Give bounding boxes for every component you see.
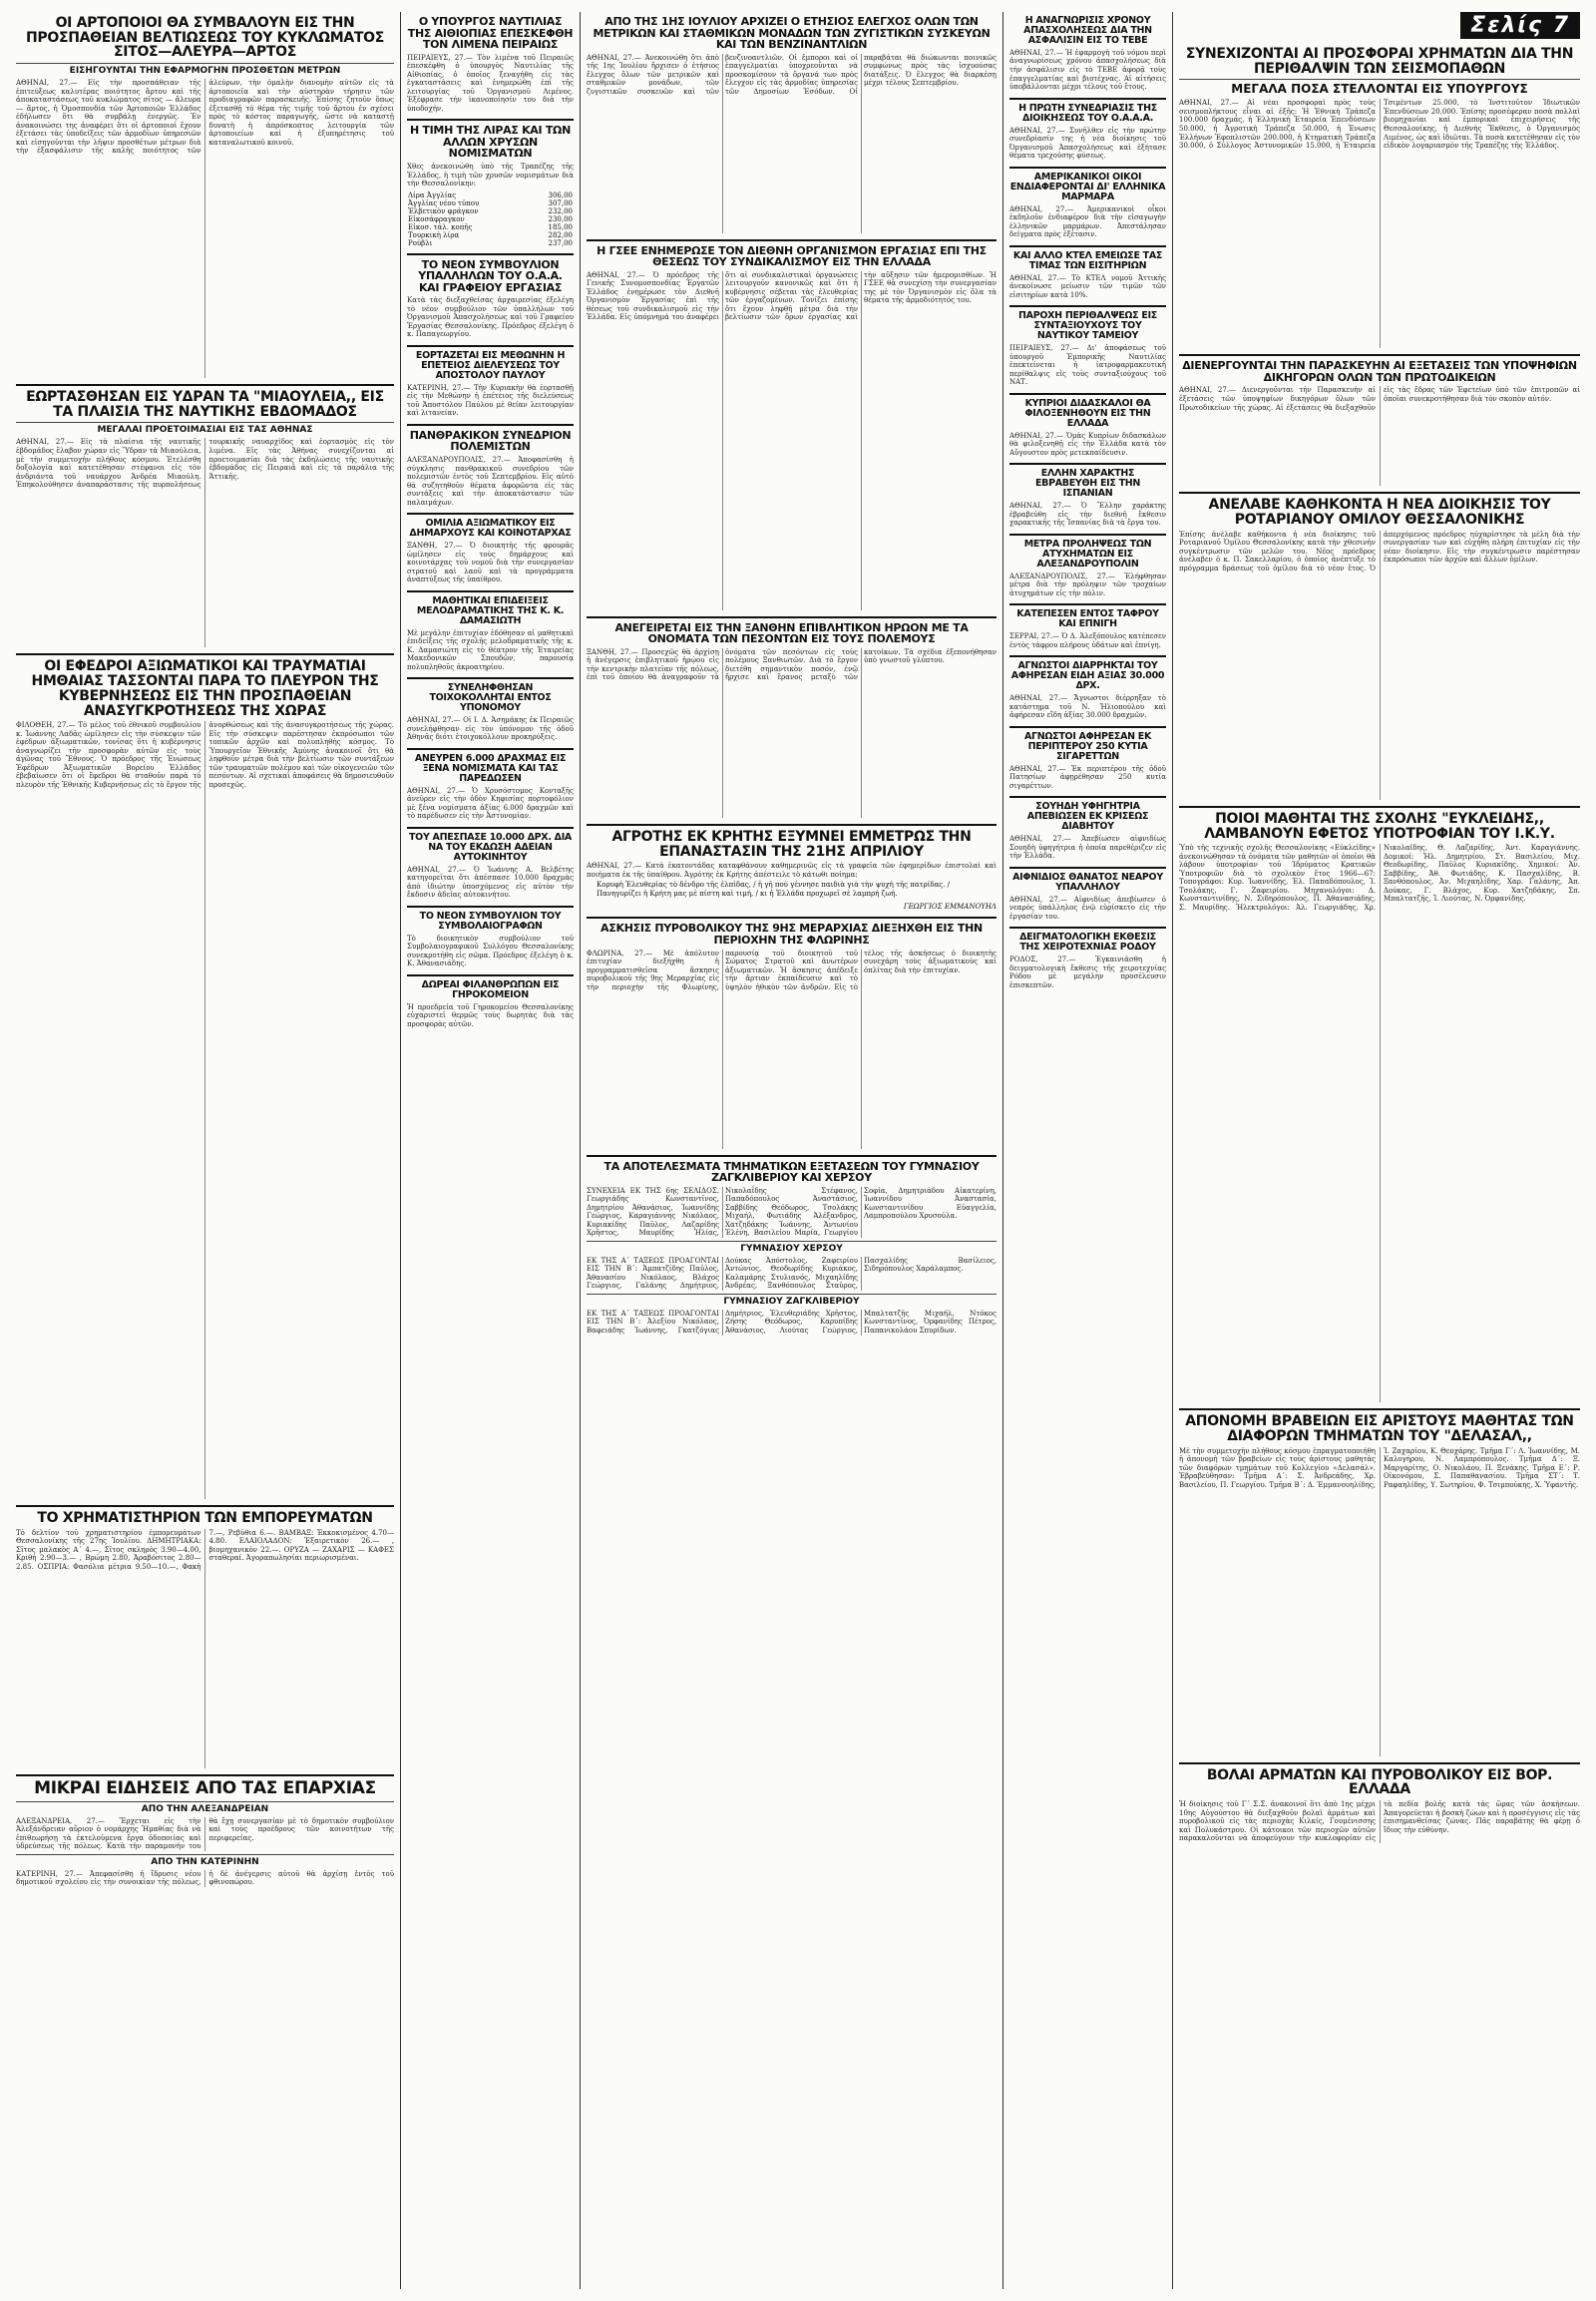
article-text: ΑΛΕΞΑΝΔΡΕΙΑ, 27.— Ἔρχεται εἰς τὴν Ἀλεξάνδρειαν αὔριον ὁ νομάρχης Ἠμαθίας διὰ νὰ ἐπιθεωρήσῃ τὰ ἐκτελούμενα ἔργα ὀδοποιίας καὶ ὑδρεύσεως τῆς πόλεως. Κατὰ τὴν παραμονήν του θὰ ἔχῃ συνεργασίαν μὲ τὸ δημοτικὸν συμβούλιον καὶ τοὺς προέδρους τῶν κοινοτήτων τῆς περιφερείας. bbox=[16, 1816, 394, 1851]
story-rotary bbox=[1179, 494, 1580, 807]
article-text: ΑΘΗΝΑΙ, 27.— Ἐκ περιπτέρου τῆς ὁδοῦ Πατησίων ἀφῃρέθησαν 250 κυτία σιγαρέττων. bbox=[1009, 764, 1166, 790]
article-text: ΦΙΛΟΘΕΗ, 27.— Τὸ μέλος τοῦ ἐθνικοῦ συμβουλίου κ. Ἰωάννης Λαδᾶς ὡμίλησεν εἰς τὴν σύσκεψιν τῶν ἐφέδρων ἀξιωματικῶν, τονίσας ὅτι ἡ κυβέρνησις ἀναγνωρίζει τὴν προσφορὰν αὐτῶν εἰς τοὺς ἀγῶνας τοῦ Ἔθνους. Ὁ πρόεδρος τῆς Ἑνώσεως Ἐφέδρων Ἀξιωματικῶν Βορείου Ἑλλάδος ἐβεβαίωσεν ὅτι οἱ ἔφεδροι θὰ σταθοῦν παρὰ τὸ πλευρὸν τῆς Ἐθνικῆς Κυβερνήσεως εἰς τὸ ἔργον τῆς ἀνορθώσεως καὶ τῆς ἀνασυγκροτήσεως τῆς χώρας. Εἰς τὴν σύσκεψιν παρέστησαν ἐκπρόσωποι τῶν τοπικῶν ἀρχῶν καὶ πολυπληθὴς κόσμος. Τὸ Ὑπουργεῖον Ἐθνικῆς Ἀμύνης ἀνακοινοῖ ὅτι θὰ ληφθοῦν μέτρα διὰ τὴν βελτίωσιν τῶν συντάξεων τῶν τραυματιῶν πολέμου καὶ τῶν οἰκογενειῶν τῶν πεσόντων. Αἱ σχετικαὶ ἀποφάσεις θὰ δημοσιευθοῦν προσεχῶς. bbox=[16, 721, 394, 789]
story-reserve-officers bbox=[16, 655, 394, 1507]
coin-name: Λίρα Ἀγγλίας bbox=[408, 191, 457, 199]
article-text: ΞΑΝΘΗ, 27.— Προσεχῶς θὰ ἀρχίσῃ ἡ ἀνέγερσις ἐπιβλητικοῦ ἡρῴου εἰς τὴν κεντρικὴν πλατεῖαν τῆς πόλεως, ἐπὶ τοῦ ὁποίου θὰ ἀναγραφοῦν τὰ ὀνόματα τῶν πεσόντων εἰς τοὺς πολέμους Ξανθιωτῶν. Διὰ τὸ ἔργον διετέθη σημαντικὸν ποσόν, ἐνῷ ἤρχισε καὶ ἔρανος μεταξὺ τῶν κατοίκων. Τὰ σχέδια ἐξεπονήθησαν ὑπὸ γνωστοῦ γλύπτου. bbox=[587, 647, 997, 682]
article-text: ΑΘΗΝΑΙ, 27.— Ὁ Χρυσόστομος Κονταξῆς ἀνεῦρεν εἰς τὴν ὁδὸν Κηφισίας πορτοφόλιον μὲ ξένα νομίσματα ἀξίας 6.000 δραχμῶν καὶ τὸ παρέδωσεν εἰς τὴν Ἀστυνομίαν. bbox=[407, 786, 574, 821]
story-commodity-exchange bbox=[16, 1507, 394, 1776]
story-oaa-council bbox=[407, 255, 574, 347]
headline: ΜΙΚΡΑΙ ΕΙΔΗΣΕΙΣ ΑΠΟ ΤΑΣ ΕΠΑΡΧΙΑΣ bbox=[34, 1777, 376, 1798]
headline: ΚΑΙ ΑΛΛΟ ΚΤΕΛ ΕΜΕΙΩΣΕ ΤΑΣ ΤΙΜΑΣ ΤΩΝ ΕΙΣΙΤΗΡΙΩΝ bbox=[1012, 249, 1163, 271]
article-text: ΑΘΗΝΑΙ, 27.— Συνῆλθεν εἰς τὴν πρώτην συνεδρίασίν της ἡ νέα διοίκησις τοῦ Ὀργανισμοῦ Ἀπασχολήσεως καὶ ἐξήτασε θέματα τρεχούσης φύσεως. bbox=[1009, 126, 1166, 161]
article-text: ΑΘΗΝΑΙ, 27.— Ἀμερικανικοὶ οἶκοι ἐκδηλοῦν ἐνδιαφέρον διὰ τὴν εἰσαγωγὴν ἑλληνικῶν μαρμάρων. Ἀπεστάλησαν δείγματα πρὸς ἐξέτασιν. bbox=[1009, 204, 1166, 239]
article-text: ΡΟΔΟΣ, 27.— Ἐγκαινιάσθη ἡ δειγματολογικὴ ἔκθεσις τῆς χειροτεχνίας Ρόδου μὲ μεγάλην προσέλευσιν ἐπισκεπτῶν. bbox=[1009, 956, 1166, 989]
subheadline: ΑΠΟ ΤΗΝ ΑΛΕΞΑΝΔΡΕΙΑΝ bbox=[16, 1801, 394, 1814]
headline: ΑΝΕΓΕΙΡΕΤΑΙ ΕΙΣ ΤΗΝ ΞΑΝΘΗΝ ΕΠΙΒΛΗΤΙΚΟΝ ΗΡΩΟΝ ΜΕ ΤΑ ΟΝΟΜΑΤΑ ΤΩΝ ΠΕΣΟΝΤΩΝ ΕΙΣ ΤΟΥΣ ΠΟΛΕΜΟΥΣ bbox=[614, 620, 969, 646]
article-text: ΦΛΩΡΙΝΑ, 27.— Μὲ ἀπόλυτον ἐπιτυχίαν διεξήχθη ἡ προγραμματισθεῖσα ἄσκησις πυροβολικοῦ τῆς 9ης Μεραρχίας εἰς τὴν περιοχὴν τῆς Φλωρίνης, παρουσίᾳ τοῦ διοικητοῦ τοῦ Σώματος Στρατοῦ καὶ ἀνωτέρων ἀξιωματικῶν. Ἡ ἄσκησις ἀπέδειξε τὴν ἄρτιαν ἐκπαίδευσιν καὶ τὸ ὑψηλὸν ἠθικὸν τῶν ἀνδρῶν. Εἰς τὸ τέλος τῆς ἀσκήσεως ὁ διοικητὴς συνεχάρη τοὺς ἀξιωματικοὺς καὶ ὁπλίτας διὰ τὴν ἐπιτυχίαν. bbox=[587, 949, 997, 991]
gold-price-table bbox=[407, 192, 574, 247]
subheadline: ΕΙΣΗΓΟΥΝΤΑΙ ΤΗΝ ΕΦΑΡΜΟΓΗΝ ΠΡΟΣΘΕΤΩΝ ΜΕΤΡΩΝ bbox=[16, 63, 394, 76]
story-donations bbox=[407, 976, 574, 1035]
coin-value: 282,00 bbox=[548, 230, 573, 239]
poem-text: Κορυφὴ Ἐλευθερίας τὸ δένδρο τῆς ἐλπίδας, / ἡ γῆ πού γέννησε παιδιὰ γιὰ τὴν ψυχὴ τῆς πατρίδας. / Πανηγυρίζει ἡ Κρήτη μας μὲ πίστη καὶ τιμή, / κι ἡ Ἑλλάδα προχωρεῖ σὲ λαμπρή ζωή. bbox=[597, 881, 951, 899]
article-text: ΑΘΗΝΑΙ, 27.— Ὁμὰς Κυπρίων διδασκάλων θὰ φιλοξενηθῇ εἰς τὴν Ἑλλάδα κατὰ τὸν Αὔγουστον πρὸς μετεκπαίδευσιν. bbox=[1009, 431, 1166, 457]
story-cigarettes bbox=[1009, 728, 1166, 799]
headline: ΣΟΥΗΔΗ ΥΦΗΓΗΤΡΙΑ ΑΠΕΒΙΩΣΕΝ ΕΚ ΚΡΙΣΕΩΣ ΔΙΑΒΗΤΟΥ bbox=[1026, 801, 1149, 833]
coin-row bbox=[407, 215, 574, 223]
story-gold-prices bbox=[407, 121, 574, 254]
headline: ΑΠΟ ΤΗΣ 1ΗΣ ΙΟΥΛΙΟΥ ΑΡΧΙΖΕΙ Ο ΕΤΗΣΙΟΣ ΕΛΕΓΧΟΣ ΟΛΩΝ ΤΩΝ ΜΕΤΡΙΚΩΝ ΚΑΙ ΣΤΑΘΜΙΚΩΝ ΜΟΝΑΔΩΝ ΤΩΝ ΖΥΓΙΣΤΙΚΩΝ ΣΥΣΚΕΥΩΝ ΚΑΙ ΤΩΝ ΒΕΝΖΙΝΑΝΤΛΙΩΝ bbox=[593, 15, 991, 52]
story-miaouleia bbox=[16, 386, 394, 655]
headline: Ο ΥΠΟΥΡΓΟΣ ΝΑΥΤΙΛΙΑΣ ΤΗΣ ΑΙΘΙΟΠΙΑΣ ΕΠΕΣΚΕΦΘΗ ΤΟΝ ΛΙΜΕΝΑ ΠΕΙΡΑΙΩΣ bbox=[407, 15, 574, 52]
article-text: ΕΚ ΤΗΣ Α΄ ΤΑΞΕΩΣ ΠΡΟΑΓΟΝΤΑΙ ΕΙΣ ΤΗΝ Β΄: Ἀλεξίου Νικόλαος, Βαφειάδης Ἰωάννης, Γκατζόγιας Δημήτριος, Ἐλευθεριάδης Χρῆστος, Ζήσης Θεόδωρος, Καρυπίδης Ἀθανάσιος, Λιούτας Γεώργιος, Μπαλτατζῆς Μιχαήλ, Ντόκος Κωνσταντῖνος, Ὀρφανίδης Πέτρος, Παπανικολάου Σπυρίδων. bbox=[587, 1309, 997, 1336]
headline: ΚΑΤΕΠΕΣΕΝ ΕΝΤΟΣ ΤΑΦΡΟΥ ΚΑΙ ΕΠΝΙΓΗ bbox=[1016, 608, 1159, 630]
page-number: Σελίς 7 bbox=[1460, 12, 1580, 39]
headline: ΣΥΝΕΛΗΦΘΗΣΑΝ ΤΟΙΧΟΚΟΛΛΗΤΑΙ ΕΝΤΟΣ ΥΠΟΝΟΜΟΥ bbox=[429, 682, 552, 714]
story-earthquake-donations bbox=[1179, 43, 1580, 356]
headline: ΠΑΡΟΧΗ ΠΕΡΙΘΑΛΨΕΩΣ ΕΙΣ ΣΥΝΤΑΞΙΟΥΧΟΥΣ ΤΟΥ ΝΑΥΤΙΚΟΥ ΤΑΜΕΙΟΥ bbox=[1018, 310, 1157, 342]
story-cypriot-teachers bbox=[1009, 395, 1166, 466]
article-text: Ἡ προεδρεία τοῦ Γηροκομείου Θεσσαλονίκης εὐχαριστεῖ θερμῶς τοὺς δωρητὰς διὰ τὰς προσφορὰς αὐτῶν. bbox=[407, 1002, 574, 1028]
headline: ΠΑΝΘΡΑΚΙΚΟΝ ΣΥΝΕΔΡΙΟΝ ΠΟΛΕΜΙΣΤΩΝ bbox=[409, 428, 572, 454]
story-notaries bbox=[407, 908, 574, 976]
headline: Η ΓΣΕΕ ΕΝΗΜΕΡΩΣΕ ΤΟΝ ΔΙΕΘΝΗ ΟΡΓΑΝΙΣΜΟΝ ΕΡΓΑΣΙΑΣ ΕΠΙ ΤΗΣ ΘΕΣΕΩΣ ΤΟΥ ΣΥΝΔΙΚΑΛΙΣΜΟΥ ΕΙΣ ΤΗΝ ΕΛΛΑΔΑ bbox=[597, 243, 987, 269]
coin-value: 185,00 bbox=[548, 222, 573, 231]
headline: ΟΜΙΛΙΑ ΑΞΙΩΜΑΤΙΚΟΥ ΕΙΣ ΔΗΜΑΡΧΟΥΣ ΚΑΙ ΚΟΙΝΟΤΑΡΧΑΣ bbox=[409, 518, 572, 540]
story-thracian-congress bbox=[407, 426, 574, 515]
coin-value: 306,00 bbox=[548, 191, 573, 199]
column-5 bbox=[1173, 12, 1586, 2289]
headline: ΑΓΡΟΤΗΣ ΕΚ ΚΡΗΤΗΣ ΕΞΥΜΝΕΙ ΕΜΜΕΤΡΩΣ ΤΗΝ ΕΠΑΝΑΣΤΑΣΙΝ ΤΗΣ 21ΗΣ ΑΠΡΙΛΙΟΥ bbox=[611, 828, 972, 860]
story-exam-results bbox=[587, 1157, 997, 1342]
article-text: ΑΘΗΝΑΙ, 27.— Ἀνεκοινώθη ὅτι ἀπὸ τῆς 1ης Ἰουλίου ἤρχισεν ὁ ἐτήσιος ἔλεγχος ὅλων τῶν μετρικῶν καὶ σταθμικῶν μονάδων, τῶν ζυγιστικῶν συσκευῶν καὶ τῶν βενζινοαντλιῶν. Οἱ ἔμποροι καὶ οἱ ἐπαγγελματίαι ὑποχρεοῦνται νὰ προσκομίσουν τὰ ὄργανά των πρὸς ἔλεγχον εἰς τὰς ἁρμοδίας ὑπηρεσίας τῶν Δημοσίων Ἐσόδων. Οἱ παραβάται θὰ διώκωνται ποινικῶς συμφώνως πρὸς τὰς ἰσχυούσας διατάξεις. Ὁ ἔλεγχος θὰ διαρκέσῃ μέχρι τέλους Σεπτεμβρίου. bbox=[587, 53, 997, 96]
article-text: ΑΘΗΝΑΙ, 27.— Αἰφνιδίως ἀπεβίωσεν ὁ νεαρὸς ὑπάλληλος ἐνῷ εὑρίσκετο εἰς τὴν ἐργασίαν του. bbox=[1009, 895, 1166, 921]
column-3 bbox=[581, 12, 1003, 2289]
headline: ΒΟΛΑΙ ΑΡΜΑΤΩΝ ΚΑΙ ΠΥΡΟΒΟΛΙΚΟΥ ΕΙΣ ΒΟΡ. ΕΛΛΑΔΑ bbox=[1206, 1766, 1553, 1798]
article-text: ΑΘΗΝΑΙ, 27.— Ἀπεβίωσεν αἰφνιδίως Σουηδὴ ὑφηγήτρια ἡ ὁποία παρεθέριζεν εἰς τὴν Ἑλλάδα. bbox=[1009, 835, 1166, 861]
coin-name: Ρούβλι bbox=[408, 238, 433, 247]
coin-name: Ἑλβετικὸν φράγκον bbox=[408, 206, 479, 215]
headline: ΤΟΥ ΑΠΕΣΠΑΣΕ 10.000 ΔΡΧ. ΔΙΑ ΝΑ ΤΟΥ ΕΚΔΩΣΗ ΑΔΕΙΑΝ ΑΥΤΟΚΙΝΗΤΟΥ bbox=[409, 831, 572, 863]
headline: ΔΕΙΓΜΑΤΟΛΟΓΙΚΗ ΕΚΘΕΣΙΣ ΤΗΣ ΧΕΙΡΟΤΕΧΝΙΑΣ ΡΟΔΟΥ bbox=[1019, 932, 1156, 954]
article-text: ΑΘΗΝΑΙ, 27.— Ὁ Ἕλλην χαράκτης ἐβραβεύθη εἰς τὴν διεθνῆ ἔκθεσιν χαρακτικῆς τῆς Ἰσπανίας διὰ τὰ ἔργα του. bbox=[1009, 502, 1166, 528]
coin-name: Τουρκικὴ λίρα bbox=[408, 230, 460, 239]
column-2 bbox=[401, 12, 581, 2289]
story-tebe bbox=[1009, 12, 1166, 100]
headline: ΑΓΝΩΣΤΟΙ ΑΦΗΡΕΣΑΝ ΕΚ ΠΕΡΙΠΤΕΡΟΥ 250 ΚΥΤΙΑ ΣΙΓΑΡΕΤΤΩΝ bbox=[1023, 730, 1152, 762]
headline: ΑΓΝΩΣΤΟΙ ΔΙΑΡΡΗΚΤΑΙ ΤΟΥ ΑΦΗΡΕΣΑΝ ΕΙΔΗ ΑΞΙΑΣ 30.000 ΔΡΧ. bbox=[1010, 660, 1165, 692]
coin-row bbox=[407, 239, 574, 247]
headline: ΣΥΝΕΧΙΖΟΝΤΑΙ ΑΙ ΠΡΟΣΦΟΡΑΙ ΧΡΗΜΑΤΩΝ ΔΙΑ ΤΗΝ ΠΕΡΙΘΑΛΨΙΝ ΤΩΝ ΣΕΙΣΜΟΠΑΘΩΝ bbox=[1185, 46, 1574, 77]
coin-name: Εἰκοσ. τάλ. κοπῆς bbox=[408, 222, 473, 231]
headline: ΚΥΠΡΙΟΙ ΔΙΔΑΣΚΑΛΟΙ ΘΑ ΦΙΛΟΞΕΝΗΘΟΥΝ ΕΙΣ ΤΗΝ ΕΛΛΑΔΑ bbox=[1024, 397, 1151, 429]
article-text: ΠΕΙΡΑΙΕΥΣ, 27.— Δι' ἀποφάσεως τοῦ ὑπουργοῦ Ἐμπορικῆς Ναυτιλίας ἐπεκτείνεται ἡ ἰατροφαρμακευτικὴ περίθαλψις εἰς τοὺς συνταξιούχους τοῦ ΝΑΤ. bbox=[1009, 344, 1166, 387]
story-burglary bbox=[1009, 657, 1166, 728]
headline: ΤΟ ΝΕΟΝ ΣΥΜΒΟΥΛΙΟΝ ΥΠΑΛΛΗΛΩΝ ΤΟΥ Ο.Α.Α. ΚΑΙ ΓΡΑΦΕΙΟΥ ΕΡΓΑΣΙΑΣ bbox=[418, 257, 563, 294]
story-lawyer-exams bbox=[1179, 356, 1580, 494]
coin-row bbox=[407, 223, 574, 231]
subheadline: ΑΠΟ ΤΗΝ ΚΑΤΕΡΙΝΗΝ bbox=[16, 1854, 394, 1867]
article-text: ΑΘΗΝΑΙ, 27.— Ἡ ἐφαρμογὴ τοῦ νόμου περὶ ἀναγνωρίσεως χρόνου ἀπασχολήσεως διὰ τὴν ἀσφάλισιν εἰς τὸ ΤΕΒΕ ἀφορᾷ τοὺς ἐπαγγελματίας καὶ βιοτέχνας. Αἱ αἰτήσεις ὑποβάλλονται μέχρι τέλους τοῦ ἔτους. bbox=[1009, 48, 1166, 92]
coin-row bbox=[407, 192, 574, 199]
article-text: ΚΑΤΕΡΙΝΗ, 27.— Ἀπεφασίσθη ἡ ἵδρυσις νέου δημοτικοῦ σχολείου εἰς τὴν συνοικίαν τῆς πόλεως, ἡ δὲ ἀνέγερσις αὐτοῦ θὰ ἀρχίσῃ ἐντὸς τοῦ φθινοπώρου. bbox=[16, 1869, 394, 1887]
subheadline: ΜΕΓΑΛΑΙ ΠΡΟΕΤΟΙΜΑΣΙΑΙ ΕΙΣ ΤΑΣ ΑΘΗΝΑΣ bbox=[16, 422, 394, 435]
article-text: ΣΥΝΕΧΕΙΑ ΕΚ ΤΗΣ 6ης ΣΕΛΙΔΟΣ. Γεωργιάδης Κωνσταντῖνος, Δημητρίου Ἀθανάσιος, Ἰωαννίδης Γεώργιος, Καραγιάννης Νικόλαος, Κυριακίδης Παῦλος, Λαζαρίδης Χρῆστος, Μαυρίδης Ἠλίας, Νικολαΐδης Στέφανος, Παπαδόπουλος Ἀναστάσιος, Σαββίδης Θεόδωρος, Τσολάκης Μιχαήλ, Φωτιάδης Ἀλέξανδρος, Χατζηδάκης Ἰωάννης, Ἀντωνίου Ἑλένη, Βασιλείου Μαρία, Γεωργίου Σοφία, Δημητριάδου Αἰκατερίνη, Ἰωαννίδου Ἀναστασία, Κωνσταντινίδου Εὐαγγελία, Λαμπροπούλου Χρυσούλα. bbox=[587, 1186, 997, 1238]
headline: ΟΙ ΑΡΤΟΠΟΙΟΙ ΘΑ ΣΥΜΒΑΛΟΥΝ ΕΙΣ ΤΗΝ ΠΡΟΣΠΑΘΕΙΑΝ ΒΕΛΤΙΩΣΕΩΣ ΤΟΥ ΚΥΚΛΩΜΑΤΟΣ ΣΙΤΟΣ—ΑΛΕΥΡΑ—ΑΡΤΟΣ bbox=[25, 15, 384, 61]
story-provinces bbox=[16, 1776, 394, 1893]
article-text: ΑΛΕΞΑΝΔΡΟΥΠΟΛΙΣ, 27.— Ἐλήφθησαν μέτρα διὰ τὴν πρόληψιν τῶν τροχαίων ἀτυχημάτων εἰς τὴν πόλιν. bbox=[1009, 572, 1166, 597]
headline: ΑΙΦΝΙΔΙΟΣ ΘΑΝΑΤΟΣ ΝΕΑΡΟΥ ΥΠΑΛΛΗΛΟΥ bbox=[1012, 871, 1163, 893]
coin-value: 230,00 bbox=[548, 214, 573, 223]
coin-name: Ἀγγλίας νέου τύπου bbox=[408, 198, 480, 207]
page-header bbox=[1179, 12, 1580, 39]
headline: ΑΣΚΗΣΙΣ ΠΥΡΟΒΟΛΙΚΟΥ ΤΗΣ 9ΗΣ ΜΕΡΑΡΧΙΑΣ ΔΙΕΞΗΧΘΗ ΕΙΣ ΤΗΝ ΠΕΡΙΟΧΗΝ ΤΗΣ ΦΛΩΡΙΝΗΣ bbox=[600, 922, 983, 947]
headline: ΕΩΡΤΑΣΘΗΣΑΝ ΕΙΣ ΥΔΡΑΝ ΤΑ "ΜΙΑΟΥΛΕΙΑ,, ΕΙΣ ΤΑ ΠΛΑΙΣΙΑ ΤΗΣ ΝΑΥΤΙΚΗΣ ΕΒΔΟΜΑΔΟΣ bbox=[26, 389, 384, 420]
headline: ΔΩΡΕΑΙ ΦΙΛΑΝΘΡΩΠΩΝ ΕΙΣ ΓΗΡΟΚΟΜΕΙΟΝ bbox=[421, 978, 560, 1000]
story-accident-prevention bbox=[1009, 536, 1166, 606]
story-found-money bbox=[407, 750, 574, 829]
article-text: ΞΑΝΘΗ, 27.— Ὁ διοικητὴς τῆς φρουρᾶς ὡμίλησεν εἰς τοὺς δημάρχους καὶ κοινοτάρχας τοῦ νομοῦ διὰ τὴν συνεργασίαν στρατοῦ καὶ λαοῦ καὶ τὰ προγράμματα ἀναπτύξεως τῆς ὑπαίθρου. bbox=[407, 542, 574, 584]
story-metrics-inspection bbox=[587, 12, 997, 241]
headline: Η ΤΙΜΗ ΤΗΣ ΛΙΡΑΣ ΚΑΙ ΤΩΝ ΑΛΛΩΝ ΧΡΥΣΩΝ ΝΟΜΙΣΜΑΤΩΝ bbox=[409, 124, 571, 161]
headline: ΑΠΟΝΟΜΗ ΒΡΑΒΕΙΩΝ ΕΙΣ ΑΡΙΣΤΟΥΣ ΜΑΘΗΤΑΣ ΤΩΝ ΔΙΑΦΟΡΩΝ ΤΜΗΜΑΤΩΝ ΤΟΥ "ΔΕΛΑΣΑΛ,, bbox=[1185, 1413, 1574, 1444]
headline: ΤΟ ΧΡΗΜΑΤΙΣΤΗΡΙΟΝ ΤΩΝ ΕΜΠΟΡΕΥΜΑΤΩΝ bbox=[37, 1510, 373, 1527]
article-text: ΚΑΤΕΡΙΝΗ, 27.— Τὴν Κυριακὴν θὰ ἑορτασθῇ εἰς τὴν Μεθώνην ἡ ἐπέτειος τῆς διελεύσεως τοῦ Ἀποστόλου Παύλου μὲ θείαν λειτουργίαν καὶ λιτανείαν. bbox=[407, 383, 574, 418]
headline: ΤΑ ΑΠΟΤΕΛΕΣΜΑΤΑ ΤΜΗΜΑΤΙΚΩΝ ΕΞΕΤΑΣΕΩΝ ΤΟΥ ΓΥΜΝΑΣΙΟΥ ΖΑΓΚΛΙΒΕΡΙΟΥ ΚΑΙ ΧΕΡΣΟΥ bbox=[603, 1159, 980, 1185]
story-gsee bbox=[587, 241, 997, 618]
headline: ΜΕΤΡΑ ΠΡΟΛΗΨΕΩΣ ΤΩΝ ΑΤΥΧΗΜΑΤΩΝ ΕΙΣ ΑΛΕΞΑΝΔΡΟΥΠΟΛΙΝ bbox=[1023, 538, 1152, 570]
story-oaaa-meeting bbox=[1009, 100, 1166, 169]
story-swedish-lecturer bbox=[1009, 798, 1166, 869]
coin-value: 307,00 bbox=[548, 198, 573, 207]
story-car-license bbox=[407, 829, 574, 908]
story-officer-speech bbox=[407, 515, 574, 592]
story-crete-poem bbox=[587, 826, 997, 920]
headline: ΑΜΕΡΙΚΑΝΙΚΟΙ ΟΙΚΟΙ ΕΝΔΙΑΦΕΡΟΝΤΑΙ ΔΙ' ΕΛΛΗΝΙΚΑ ΜΑΡΜΑΡΑ bbox=[1009, 171, 1166, 202]
article-text: ΑΛΕΞΑΝΔΡΟΥΠΟΛΙΣ, 27.— Ἀποφασίσθη ἡ σύγκλησις πανθρακικοῦ συνεδρίου τῶν πολεμιστῶν ἐντὸς τοῦ Σεπτεμβρίου. Εἰς αὐτὸ θὰ συζητηθοῦν θέματα ἀφορῶντα εἰς τὰς συντάξεις καὶ τὴν ἀποκατάστασιν τῶν παλαιμάχων. bbox=[407, 456, 574, 507]
headline: ΔΙΕΝΕΡΓΟΥΝΤΑΙ ΤΗΝ ΠΑΡΑΣΚΕΥΗΝ ΑΙ ΕΞΕΤΑΣΕΙΣ ΤΩΝ ΥΠΟΨΗΦΙΩΝ ΔΙΚΗΓΟΡΩΝ ΟΛΩΝ ΤΩΝ ΠΡΩΤΟΔΙΚΕΙΩΝ bbox=[1182, 359, 1577, 384]
story-rhodes-crafts bbox=[1009, 929, 1166, 995]
article-text: ΑΘΗΝΑΙ, 27.— Ὁ πρόεδρος τῆς Γενικῆς Συνομοσπονδίας Ἐργατῶν Ἑλλάδος ἐνημέρωσε τὸν Διεθνῆ Ὀργανισμὸν Ἐργασίας ἐπὶ τῆς θέσεως τοῦ συνδικαλισμοῦ εἰς τὴν Ἑλλάδα. Εἰς ὑπόμνημά του ἀναφέρει ὅτι αἱ συνδικαλιστικαὶ ὀργανώσεις λειτουργοῦν κανονικῶς καὶ ὅτι ἡ κυβέρνησις σέβεται τὰς ἐλευθερίας τῶν ἐργαζομένων. Τονίζει ἐπίσης ὅτι ἔχουν ληφθῆ μέτρα διὰ τὴν βελτίωσιν τῶν ὅρων ἐργασίας καὶ τὴν αὔξησιν τῶν ἡμερομισθίων. Ἡ ΓΣΕΕ θὰ συνεχίσῃ τὴν συνεργασίαν της μὲ τὸν Ὀργανισμὸν εἰς ὅλα τὰ θέματα τῆς ἁρμοδιότητός του. bbox=[587, 270, 997, 322]
headline: Η ΑΝΑΓΝΩΡΙΣΙΣ ΧΡΟΝΟΥ ΑΠΑΣΧΟΛΗΣΕΩΣ ΔΙΑ ΤΗΝ ΑΣΦΑΛΙΣΙΝ ΕΙΣ ΤΟ ΤΕΒΕ bbox=[1023, 15, 1152, 46]
story-poster-arrest bbox=[407, 679, 574, 750]
headline: ΠΟΙΟΙ ΜΑΘΗΤΑΙ ΤΗΣ ΣΧΟΛΗΣ "ΕΥΚΛΕΙΔΗΣ,, ΛΑΜΒΑΝΟΥΝ ΕΦΕΤΟΣ ΥΠΟΤΡΟΦΙΑΝ ΤΟΥ Ι.Κ.Υ. bbox=[1204, 810, 1555, 842]
story-bakers bbox=[16, 12, 394, 386]
subheadline: ΓΥΜΝΑΣΙΟΥ ΧΕΡΣΟΥ bbox=[587, 1241, 997, 1254]
article-text: ΑΘΗΝΑΙ, 27.— Αἱ νέαι προσφοραὶ πρὸς τοὺς σεισμοπλήκτους εἶναι αἱ ἑξῆς: Ἡ Ἐθνικὴ Τράπεζα 100.000 δραχμάς, ἡ Ἑλληνικὴ Ἑταιρεία Ἐπενδύσεων 50.000, ἡ Ἀγροτικὴ Τράπεζα 50.000, ἡ Ἑνωσις Ἑλλήνων Ἐφοπλιστῶν 200.000, ἡ Κτηματικὴ Τράπεζα 30.000, ὁ Σύλλογος Ἀστυνομικῶν 15.000, ἡ Ἑταιρεία Τσιμέντων 25.000, τὸ Ἰνστιτοῦτον Ἰδιωτικῶν Ἐπενδύσεων 20.000. Ἐπίσης προσέφεραν ποσὰ πολλαὶ βιομηχανίαι καὶ ἐμπορικαὶ ἑπιχειρήσεις τῆς Θεσσαλονίκης, ἡ Διεθνὴς Ἔκθεσις, ὁ Ὀργανισμὸς Λιμένος, ὡς καὶ ἰδιῶται. Τὰ ποσὰ κατετέθησαν εἰς τὸν εἰδικὸν λογαριασμὸν τῆς Τραπέζης τῆς Ἑλλάδος. bbox=[1179, 99, 1580, 151]
article-text: Ἐπίσης ἀνέλαβε καθήκοντα ἡ νέα διοίκησις τοῦ Ροταριανοῦ Ὁμίλου Θεσσαλονίκης κατὰ τὴν χθεσινὴν συγκέντρωσιν τῶν μελῶν του. Νέος πρόεδρος ἀνέλαβεν ὁ κ. Π. Σακελλαρίου, ὁ ὁποῖος ἀνέπτυξε τὸ πρόγραμμα δράσεως τοῦ ὁμίλου διὰ τὸ νέον ἔτος. Ὁ ἀπερχόμενος πρόεδρος ηὐχαρίστησε τὰ μέλη διὰ τὴν συνεργασίαν των καὶ εὐχήθη πλήρη ἐπιτυχίαν εἰς τὴν νέαν διοίκησιν. Εἰς τὴν συγκέντρωσιν παρέστησαν ἐκπρόσωποι τῶν ἀρχῶν καὶ ἄλλων ὁμίλων. bbox=[1179, 530, 1580, 573]
coin-name: Εἰκοσάφραγκον bbox=[408, 214, 465, 223]
article-text: ΑΘΗΝΑΙ, 27.— Ὁ Ἰωάννης Α. Βελβέτης κατηγορεῖται ὅτι ἀπέσπασε 10.000 δραχμὰς ἀπὸ ἰδιώτην ὑποσχόμενος εἰς αὐτὸν τὴν ἔκδοσιν ἀδείας αὐτοκινήτου. bbox=[407, 865, 574, 900]
article-text: ΕΚ ΤΗΣ Α΄ ΤΑΞΕΩΣ ΠΡΟΑΓΟΝΤΑΙ ΕΙΣ ΤΗΝ Β΄: Ἀμπατζίδης Παῦλος, Ἀθανασίου Νικόλαος, Βλάχος Γεώργιος, Γαλάνης Δημήτριος, Δούκας Ἀπόστολος, Ζαφειρίου Ἀντώνιος, Θεοδωρίδης Κυριάκος, Καλαμάρης Στυλιανός, Μιχαηλίδης Ἀνδρέας, Ξανθόπουλος Σταῦρος, Πασχαλίδης Βασίλειος, Σιδηρόπουλος Χαράλαμπος. bbox=[587, 1256, 997, 1291]
subheadline: ΜΕΓΑΛΑ ΠΟΣΑ ΣΤΕΛΛΟΝΤΑΙ ΕΙΣ ΥΠΟΥΡΓΟΥΣ bbox=[1179, 79, 1580, 96]
story-melodrama bbox=[407, 592, 574, 680]
coin-row bbox=[407, 207, 574, 215]
article-text: ΑΘΗΝΑΙ, 27.— Εἰς τὴν προσπάθειαν τῆς ἐπιτεύξεως καλυτέρας ποιότητος ἄρτου καὶ τῆς ἀποκαταστάσεως τοῦ κυκλώματος σῖτος — ἄλευρα — ἄρτος, ἡ Ὁμοσπονδία τῶν Ἀρτοποιῶν Ἑλλάδος ἐδήλωσεν ὅτι θὰ συμβάλῃ ἐνεργῶς. Ἐν ἀνακοινώσει της ἀναφέρει ὅτι οἱ ἀρτοποιοὶ ἔχουν ἐξετάσει τὰς ὑποδείξεις τῶν ἁρμοδίων ὑπηρεσιῶν καὶ εἰσηγοῦνται τὴν λῆψιν προσθέτων μέτρων διὰ τὴν ἐξασφάλισιν τῆς καλῆς ποιότητος τῶν ἀλεύρων, τὴν ὁμαλὴν διανομὴν αὐτῶν εἰς τὰ ἀρτοποιεῖα καὶ τὴν αὐστηρὰν τήρησιν τῶν προδιαγραφῶν παρασκευῆς. Ἐπίσης ζητοῦν ὅπως ἐξετασθῇ τὸ θέμα τῆς τιμῆς τοῦ ἄρτου ἐν σχέσει πρὸς τὸ κόστος παραγωγῆς, ὥστε νὰ καταστῇ δυνατὴ ἡ ἀπρόσκοπτος λειτουργία τῶν ἀρτοποιείων καὶ ἡ ἐξυπηρέτησις τοῦ καταναλωτικοῦ κοινοῦ. bbox=[16, 79, 394, 156]
article-text: Μὲ μεγάλην ἐπιτυχίαν ἐδόθησαν αἱ μαθητικαὶ ἐπιδείξεις τῆς σχολῆς μελοδραματικῆς τῆς κ. Κ. Δαμασιώτη εἰς τὸ θέατρον τῆς Ἑταιρείας Μακεδονικῶν Σπουδῶν, παρουσίᾳ πολυπληθοῦς ἀκροατηρίου. bbox=[407, 628, 574, 671]
article-text: Τὸ διοικητικὸν συμβούλιον τοῦ Συμβολαιογραφικοῦ Συλλόγου Θεσσαλονίκης συνεκροτήθη εἰς σῶμα. Πρόεδρος ἐξελέγη ὁ κ. Κ. Ἀθανασιάδης. bbox=[407, 934, 574, 968]
story-xanthi-monument bbox=[587, 618, 997, 826]
article-text: Κατὰ τὰς διεξαχθείσας ἀρχαιρεσίας ἐξελέγη τὸ νέον συμβούλιον τῶν ὑπαλλήλων τοῦ Ὀργανισμοῦ Ἀπασχολήσεως καὶ τοῦ Γραφείου Ἐργασίας Θεσσαλονίκης. Πρόεδρος ἐξελέγη ὁ κ. Παπαγεωργίου. bbox=[407, 296, 574, 339]
coin-value: 237,00 bbox=[548, 238, 573, 247]
column-4 bbox=[1003, 12, 1173, 2289]
article-text: ΑΘΗΝΑΙ, 27.— Εἰς τὰ πλαίσια τῆς ναυτικῆς ἑβδομάδος ἔλαβον χώραν εἰς Ὕδραν τὰ Μιαούλεια, μὲ τὴν συμμετοχὴν πλήθους κόσμου. Ἐτελέσθη δοξολογία καὶ κατετέθησαν στέφανοι εἰς τὸν ἀνδριάντα τοῦ ναυάρχου Ἀνδρέα Μιαούλη. Ἐπηκολούθησεν ἀναπαράστασις τῆς πυρπολήσεως τουρκικῆς ναυαρχίδος καὶ ἑορτασμὸς εἰς τὸν λιμένα. Εἰς τὰς Ἀθήνας συνεχίζονται αἱ προετοιμασίαι διὰ τὰς ἐκδηλώσεις τῆς ναυτικῆς ἑβδομάδος εἰς Πειραιᾶ καὶ εἰς τὰ παράλια τῆς Ἀττικῆς. bbox=[16, 438, 394, 490]
article-text: Χθες ἀνεκοινώθη ὑπὸ τῆς Τραπέζης τῆς Ἑλλάδος, ἡ τιμὴ τῶν χρυσῶν νομισμάτων διὰ τὴν Θεσσαλονίκην: bbox=[407, 163, 574, 189]
story-ethiopia-minister bbox=[407, 12, 574, 121]
story-artillery-exercise bbox=[587, 919, 997, 1156]
story-drowning bbox=[1009, 605, 1166, 657]
story-ktel bbox=[1009, 247, 1166, 308]
column-1 bbox=[10, 12, 401, 2289]
headline: ΕΟΡΤΑΖΕΤΑΙ ΕΙΣ ΜΕΘΩΝΗΝ Η ΕΠΕΤΕΙΟΣ ΔΙΕΛΕΥΣΕΩΣ ΤΟΥ ΑΠΟΣΤΟΛΟΥ ΠΑΥΛΟΥ bbox=[415, 349, 566, 381]
coin-row bbox=[407, 231, 574, 239]
poem-signature: ΓΕΩΡΓΙΟΣ ΕΜΜΑΝΟΥΗΛ bbox=[903, 903, 997, 912]
article-text: ΑΘΗΝΑΙ, 27.— Τὸ ΚΤΕΛ νομοῦ Ἀττικῆς ἀνεκοίνωσε μείωσιν τῶν τιμῶν τῶν εἰσιτηρίων κατὰ 10%. bbox=[1009, 273, 1166, 299]
article-text: Μὲ τὴν συμμετοχὴν πλήθους κόσμου ἐπραγματοποιήθη ἡ ἀπονομὴ τῶν βραβείων εἰς τοὺς ἀρίστους μαθητὰς τῶν διαφόρων τμημάτων τοῦ Κολλεγίου «Δελασάλ». Ἐβραβεύθησαν: Τμῆμα Α΄: Σ. Ἀνδρεάδης, Χρ. Βασιλείου, Π. Γεωργίου. Τμῆμα Β΄: Δ. Ἐμμανουηλίδης, Ἰ. Ζαχαρίου, Κ. Θεοχάρης. Τμῆμα Γ΄: Λ. Ἰωαννίδης, Μ. Καλογήρου, Ν. Λαμπρόπουλος. Τμῆμα Δ΄: Ξ. Μαργαρίτης, Ο. Νικολάου, Π. Ξενάκης. Τμῆμα Ε΄: Ρ. Οἰκονόμου, Σ. Παπαθανασίου. Τμῆμα ΣΤ΄: Τ. Ραφαηλίδης, Υ. Σωτηρίου, Φ. Τσιμπούκης, Χ. Ὑφαντῆς. bbox=[1179, 1446, 1580, 1489]
coin-row bbox=[407, 199, 574, 207]
headline: ΟΙ ΕΦΕΔΡΟΙ ΑΞΙΩΜΑΤΙΚΟΙ ΚΑΙ ΤΡΑΥΜΑΤΙΑΙ ΗΜΘΑΙΑΣ ΤΑΣΣΟΝΤΑΙ ΠΑΡΑ ΤΟ ΠΛΕΥΡΟΝ ΤΗΣ ΚΥΒΕΡΝΗΣΕΩΣ ΕΙΣ ΤΗΝ ΠΡΟΣΠΑΘΕΙΑΝ ΑΝΑΣΥΓΚΡΟΤΗΣΕΩΣ ΤΗΣ ΧΩΡΑΣ bbox=[31, 658, 379, 719]
story-marble bbox=[1009, 169, 1166, 247]
article-text: Τὸ δελτίον τοῦ χρηματιστηρίου ἐμπορευμάτων Θεσσαλονίκης τῆς 27ης Ἰουλίου. ΔΗΜΗΤΡΙΑΚΑ: Σῖτος μαλακὸς Α΄ 4.—, Σῖτος σκληρὸς 3.90—4.00, Κριθὴ 2.90—3.— , Βρώμη 2.80, Ἀραβόσιτος 2.80—2.85. ΟΣΠΡΙΑ: Φασόλια μέτρια 9.50—10.—, Φακὴ 7.—, Ρεβύθια 6.—. ΒΑΜΒΑΞ: Ἐκκοκισμένος 4.70—4.80. ΕΛΑΙΟΛΑΔΟΝ: Ἐξαιρετικὸν 26.— , βιομηχανικὸν 22.—. ΟΡΥΖΑ — ΖΑΧΑΡΙΣ — ΚΑΦΕΣ σταθεραί. Ἀγοραπωλησίαι περιωρισμέναι. bbox=[16, 1528, 394, 1571]
story-engraver bbox=[1009, 465, 1166, 536]
story-euclid-scholarships bbox=[1179, 808, 1580, 1410]
story-firing-exercises bbox=[1179, 1764, 1580, 1849]
story-pensioners bbox=[1009, 307, 1166, 395]
coin-value: 232,00 bbox=[548, 206, 573, 215]
article-text: ΑΘΗΝΑΙ, 27.— Κατὰ ἐκατοντάδας καταφθάνουν καθημερινῶς εἰς τὰ γραφεῖα τῶν ἐφημερίδων ἐπιστολαὶ καὶ ποιήματα ἐκ τῆς ὑπαίθρου. Ἀγρότης ἐκ Κρήτης ἀπέστειλε τὸ κάτωθι ποίημα: bbox=[587, 862, 997, 879]
headline: Η ΠΡΩΤΗ ΣΥΝΕΔΡΙΑΣΙΣ ΤΗΣ ΔΙΟΙΚΗΣΕΩΣ ΤΟΥ Ο.Α.Α.Α. bbox=[1018, 102, 1157, 124]
story-sudden-death bbox=[1009, 869, 1166, 930]
subheadline: ΓΥΜΝΑΣΙΟΥ ΖΑΓΚΛΙΒΕΡΙΟΥ bbox=[587, 1294, 997, 1307]
article-text: Ὑπὸ τῆς τεχνικῆς σχολῆς Θεσσαλονίκης «Εὐκλείδης» ἀνεκοινώθησαν τὰ ὀνόματα τῶν μαθητῶν οἱ ὁποῖοι θὰ λάβουν ὑποτροφίαν τοῦ Ἱδρύματος Κρατικῶν Ὑποτροφιῶν διὰ τὸ σχολικὸν ἔτος 1966—67: Τοπογράφοι: Κυρ. Ἰωαννίδης, Ἐλ. Παπαδόπουλος, Ἰ. Τσολάκης, Γ. Ζαφειρίου. Μηχανολόγοι: Δ. Κωνσταντινίδης, Ν. Σιδηρόπουλος, Π. Ἀθανασιάδης, Σ. Μαυρίδης. Ἠλεκτρολόγοι: Ἀλ. Γεωργιάδης, Χρ. Νικολαΐδης, Θ. Λαζαρίδης, Ἀντ. Καραγιάννης. Δομικοί: Ἠλ. Δημητρίου, Στ. Βασιλείου, Μιχ. Θεοδωρίδης, Παῦλος Κυριακίδης. Χημικοί: Ἀν. Σαββίδης, Ἀθ. Φωτιάδης, Κ. Πασχαλίδης, Β. Ξανθόπουλος, Ἀν. Μιχαηλίδης, Χαρ. Γαλάνης, Ἀπ. Δούκας, Γ. Βλάχος, Κυρ. Χατζηδάκης, Σπ. Μπαλτατζῆς, Ἰ. Λιούτας, Ν. Ὀρφανίδης. bbox=[1179, 844, 1580, 912]
story-delasal-awards bbox=[1179, 1410, 1580, 1763]
headline: ΜΑΘΗΤΙΚΑΙ ΕΠΙΔΕΙΞΕΙΣ ΜΕΛΟΔΡΑΜΑΤΙΚΗΣ ΤΗΣ Κ. Κ. ΔΑΜΑΣΙΩΤΗ bbox=[416, 594, 565, 626]
headline: ΕΛΛΗΝ ΧΑΡΑΚΤΗΣ ΕΒΡΑΒΕΥΘΗ ΕΙΣ ΤΗΝ ΙΣΠΑΝΙΑΝ bbox=[1034, 468, 1141, 500]
article-text: ΠΕΙΡΑΙΕΥΣ, 27.— Τὸν λιμένα τοῦ Πειραιῶς ἐπεσκέφθη ὁ ὑπουργὸς Ναυτιλίας τῆς Αἰθιοπίας, ὁ ὁποῖος ξεναγήθη εἰς τὰς ἐγκαταστάσεις καὶ ἐνημερώθη ἐπὶ τῆς λειτουργίας τοῦ Ὀργανισμοῦ Λιμένος. Ἐξέφρασε τὴν ἱκανοποίησίν του διὰ τὴν ὑποδοχήν. bbox=[407, 53, 574, 113]
article-text: ΑΘΗΝΑΙ, 27.— Ἄγνωστοι διέρρηξαν τὸ κατάστημα τοῦ Ν. Ἠλιοπούλου καὶ ἀφήρεσαν εἴδη ἀξίας 30.000 δραχμῶν. bbox=[1009, 694, 1166, 720]
headline: ΑΝΕΥΡΕΝ 6.000 ΔΡΑΧΜΑΣ ΕΙΣ ΞΕΝΑ ΝΟΜΙΣΜΑΤΑ ΚΑΙ ΤΑΣ ΠΑΡΕΔΩΣΕΝ bbox=[414, 752, 567, 784]
article-text: ΑΘΗΝΑΙ, 27.— Οἱ Ι. Δ. Ἀσημάκης ἐκ Πειραιῶς συνελήφθησαν εἰς τὸν ὑπόνομον τῆς ὁδοῦ Ἀθηνᾶς διότι ἐτοιχοκόλλουν προκηρύξεις. bbox=[407, 716, 574, 742]
article-text: ΣΕΡΡΑΙ, 27.— Ὁ Δ. Ἀλεξόπουλος κατέπεσεν ἐντὸς τάφρου πλήρους ὑδάτων καὶ ἐπνίγη. bbox=[1009, 632, 1166, 649]
headline: ΑΝΕΛΑΒΕ ΚΑΘΗΚΟΝΤΑ Η ΝΕΑ ΔΙΟΙΚΗΣΙΣ ΤΟΥ ΡΟΤΑΡΙΑΝΟΥ ΟΜΙΛΟΥ ΘΕΣΣΑΛΟΝΙΚΗΣ bbox=[1208, 497, 1551, 529]
headline: ΤΟ ΝΕΟΝ ΣΥΜΒΟΥΛΙΟΝ ΤΟΥ ΣΥΜΒΟΛΑΙΟΓΡΑΦΩΝ bbox=[419, 910, 562, 932]
article-text: ΑΘΗΝΑΙ, 27.— Διενεργοῦνται τὴν Παρασκευὴν αἱ ἐξετάσεις τῶν ὑποψηφίων δικηγόρων ὅλων τῶν Πρωτοδικείων τῆς χώρας. Αἱ ἐξετάσεις θὰ διεξαχθοῦν εἰς τὰς ἕδρας τῶν Ἐφετείων ὑπὸ τῶν ἐπιτροπῶν αἱ ὁποῖαι συνεκροτήθησαν διὰ τὸν σκοπὸν αὐτόν. bbox=[1179, 386, 1580, 412]
story-methoni bbox=[407, 347, 574, 426]
article-text: Ἡ διοίκησις τοῦ Γ΄ Σ.Σ. ἀνακοινοῖ ὅτι ἀπὸ 1ης μέχρι 10ης Αὐγούστου θὰ διεξαχθοῦν βολαὶ ἁρμάτων καὶ πυροβολικοῦ εἰς τὰς περιοχὰς Κιλκίς, Γουμένισσης καὶ Πολυκάστρου. Οἱ κάτοικοι τῶν περιοχῶν αὐτῶν παρακαλοῦνται νὰ ἀποφεύγουν τὴν κυκλοφορίαν εἰς τὰ πεδία βολῆς κατὰ τὰς ὥρας τῶν ἀσκήσεων. Ἀπαγορεύεται ἡ βοσκὴ ζώων καὶ ἡ προσέγγισις εἰς τὰς ἐπισημανθείσας ζώνας. Πᾶς παραβάτης θὰ φέρῃ ὁ ἴδιος τὴν εὐθύνην. bbox=[1179, 1799, 1580, 1843]
